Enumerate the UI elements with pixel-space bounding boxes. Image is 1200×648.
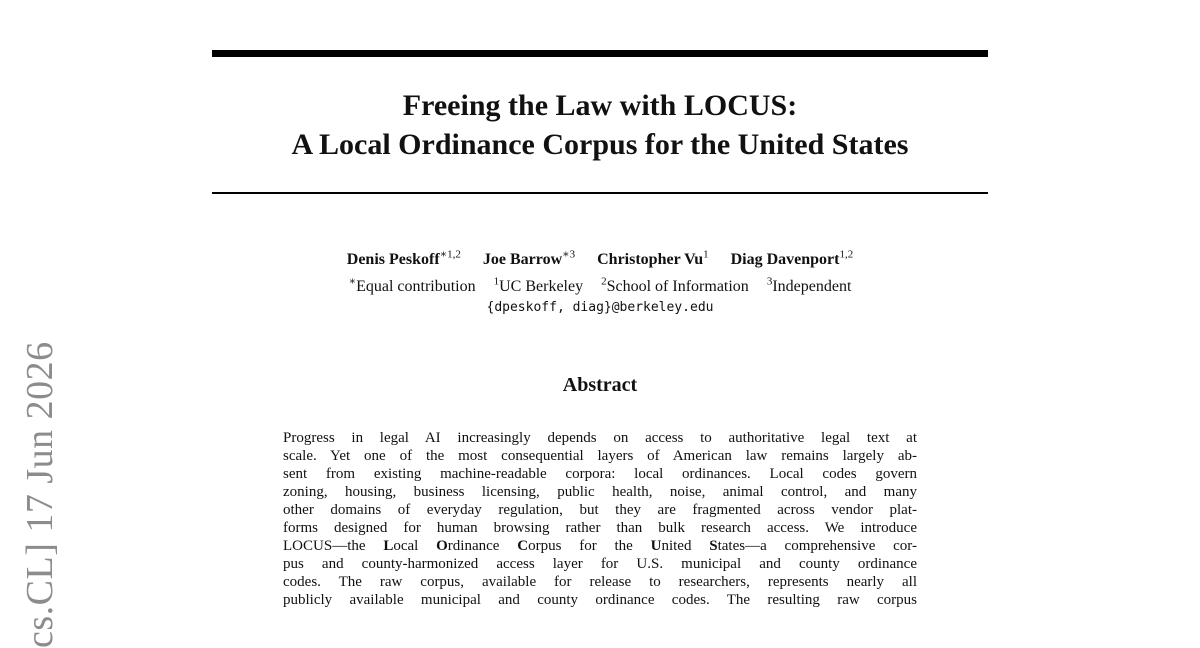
abstract-line: other domains of everyday regulation, but they are fragmented across vendor plat- bbox=[283, 502, 917, 518]
author-marks: 1 bbox=[703, 249, 709, 261]
title-top-rule bbox=[212, 50, 988, 57]
affiliation-mark: 3 bbox=[766, 276, 773, 288]
locus-initial: L bbox=[383, 538, 394, 554]
affiliation-mark: ∗ bbox=[348, 276, 357, 288]
abstract-body bbox=[283, 429, 917, 609]
author bbox=[597, 251, 708, 268]
author-name: Denis Peskoff bbox=[346, 251, 440, 269]
locus-text: —the bbox=[332, 538, 384, 554]
affiliation-mark: 2 bbox=[601, 276, 607, 288]
locus-initial: U bbox=[650, 538, 662, 554]
abstract-heading: Abstract bbox=[562, 374, 638, 396]
abstract-line: forms designed for human browsing rather than bulk research access. We introduce bbox=[283, 520, 917, 536]
locus-text: tates—a comprehensive cor- bbox=[717, 538, 917, 554]
abstract-line: pus and county-harmonized access layer for U.S. municipal and county ordinance bbox=[283, 556, 917, 572]
affiliation bbox=[601, 278, 749, 295]
abstract-line: codes. The raw corpus, available for release to researchers, represents nearly all bbox=[283, 574, 917, 590]
contact-email: {dpeskoff, diag}@berkeley.edu bbox=[486, 300, 714, 315]
author-name: Joe Barrow bbox=[482, 251, 563, 269]
author-marks: ∗1,2 bbox=[439, 249, 461, 261]
abstract-line-locus bbox=[283, 537, 917, 555]
affiliation-mark: 1 bbox=[493, 276, 500, 288]
locus-initial: S bbox=[709, 538, 718, 554]
affiliation-text: UC Berkeley bbox=[499, 278, 584, 296]
abstract-line: publicly available municipal and county ordinance codes. The resulting raw corpus bbox=[283, 592, 917, 608]
abstract-line: Progress in legal AI increasingly depends on access to authoritative legal text at bbox=[283, 430, 917, 446]
author-list bbox=[212, 248, 988, 269]
title-line-1: Freeing the Law with LOCUS: bbox=[402, 89, 798, 122]
abstract-line: sent from existing machine-readable corpora: local ordinances. Local codes govern bbox=[283, 466, 917, 482]
title-line-2: A Local Ordinance Corpus for the United States bbox=[291, 128, 909, 161]
author-name: Christopher Vu bbox=[597, 251, 704, 269]
author bbox=[483, 251, 575, 268]
locus-name: LOCUS bbox=[283, 538, 333, 554]
locus-text: nited bbox=[661, 538, 710, 554]
locus-initial: O bbox=[436, 538, 448, 554]
abstract-line: scale. Yet one of the most consequential layers of American law remains largely ab- bbox=[283, 448, 917, 464]
author bbox=[347, 251, 461, 268]
affiliation-text: Equal contribution bbox=[356, 278, 476, 296]
abstract-line: zoning, housing, business licensing, public health, noise, animal control, and many bbox=[283, 484, 917, 500]
paper-title bbox=[212, 86, 988, 164]
locus-text: orpus for the bbox=[528, 538, 651, 554]
author-marks: 1,2 bbox=[839, 249, 854, 261]
affiliation bbox=[767, 278, 852, 295]
locus-text: ocal bbox=[393, 538, 437, 554]
affiliation bbox=[494, 278, 583, 295]
author bbox=[731, 251, 854, 268]
arxiv-identifier-stamp: cs.CL] 17 Jun 2026 bbox=[19, 341, 61, 648]
affiliation-text: Independent bbox=[772, 278, 852, 296]
locus-text: rdinance bbox=[447, 538, 518, 554]
author-name: Diag Davenport bbox=[730, 251, 840, 269]
affiliation-text: School of Information bbox=[606, 278, 749, 296]
locus-initial: C bbox=[517, 538, 529, 554]
author-marks: ∗3 bbox=[562, 249, 576, 261]
title-bottom-rule bbox=[212, 192, 988, 194]
affiliation-list bbox=[212, 275, 988, 296]
affiliation bbox=[349, 278, 476, 295]
